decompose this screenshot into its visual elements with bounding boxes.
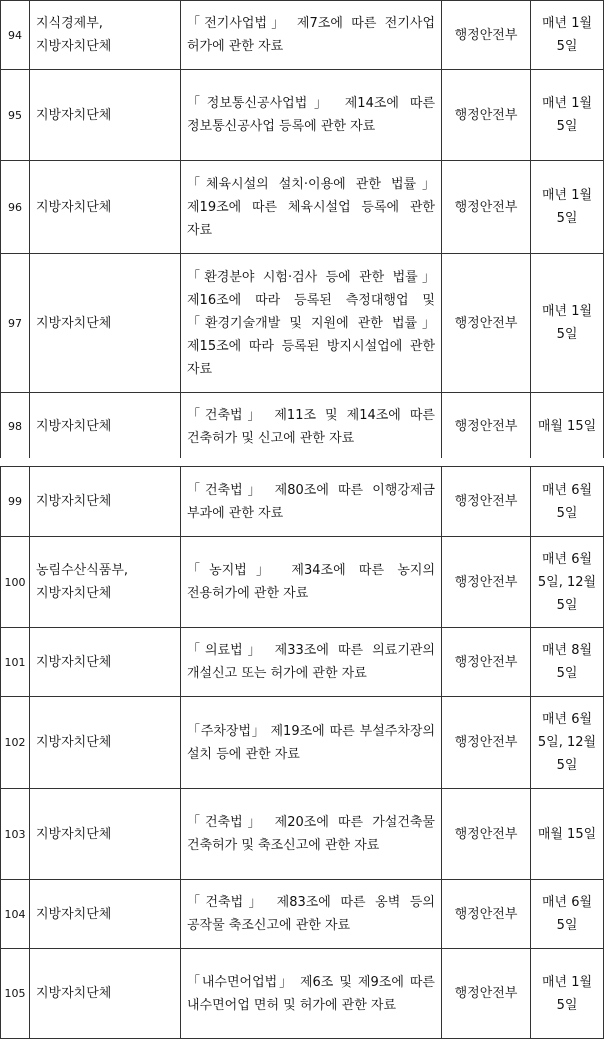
receiving-agency: 행정안전부 — [442, 697, 531, 789]
row-number: 96 — [1, 161, 30, 254]
receiving-agency: 행정안전부 — [442, 393, 531, 461]
table-row — [1, 789, 604, 880]
row-number: 98 — [1, 393, 30, 461]
table-row — [1, 880, 604, 949]
submission-timing: 매년 1월 5일 — [531, 949, 604, 1039]
receiving-agency: 행정안전부 — [442, 70, 531, 161]
submission-timing: 매년 1월 5일 — [531, 161, 604, 254]
legal-basis: 「주차장법」 제19조에 따른 부설주차장의 설치 등에 관한 자료 — [181, 697, 442, 789]
table-row — [1, 628, 604, 697]
legal-basis: 「건축법」 제80조에 따른 이행강제금 부과에 관한 자료 — [181, 467, 442, 537]
submission-timing: 매월 15일 — [531, 393, 604, 461]
receiving-agency: 행정안전부 — [442, 467, 531, 537]
table-row — [1, 393, 604, 461]
legal-basis: 「건축법」 제11조 및 제14조에 따른 건축허가 및 신고에 관한 자료 — [181, 393, 442, 461]
submission-timing: 매년 6월 5일, 12월 5일 — [531, 537, 604, 628]
table-row — [1, 254, 604, 393]
source-org: 지방자치단체 — [30, 161, 181, 254]
table-row — [1, 697, 604, 789]
receiving-agency: 행정안전부 — [442, 628, 531, 697]
source-org: 농림수산식품부, 지방자치단체 — [30, 537, 181, 628]
receiving-agency: 행정안전부 — [442, 161, 531, 254]
submission-timing: 매월 15일 — [531, 789, 604, 880]
submission-timing: 매년 6월 5일, 12월 5일 — [531, 697, 604, 789]
row-number: 100 — [1, 537, 30, 628]
receiving-agency: 행정안전부 — [442, 537, 531, 628]
source-org: 지방자치단체 — [30, 254, 181, 393]
source-org: 지방자치단체 — [30, 789, 181, 880]
submission-timing: 매년 1월 5일 — [531, 70, 604, 161]
data-table-part-2 — [0, 466, 604, 1039]
submission-timing: 매년 1월 5일 — [531, 254, 604, 393]
source-org: 지방자치단체 — [30, 467, 181, 537]
row-number: 105 — [1, 949, 30, 1039]
submission-timing: 매년 6월 5일 — [531, 880, 604, 949]
source-org: 지방자치단체 — [30, 880, 181, 949]
table-row — [1, 537, 604, 628]
submission-timing: 매년 8월 5일 — [531, 628, 604, 697]
row-number: 95 — [1, 70, 30, 161]
receiving-agency: 행정안전부 — [442, 1, 531, 70]
table-row — [1, 1, 604, 70]
submission-timing: 매년 1월 5일 — [531, 1, 604, 70]
table-row — [1, 949, 604, 1039]
row-number: 101 — [1, 628, 30, 697]
source-org: 지방자치단체 — [30, 949, 181, 1039]
source-org: 지방자치단체 — [30, 628, 181, 697]
row-number: 99 — [1, 467, 30, 537]
legal-basis: 「내수면어업법」 제6조 및 제9조에 따른 내수면어업 면허 및 허가에 관한 자료 — [181, 949, 442, 1039]
table-row — [1, 70, 604, 161]
legal-basis: 「농지법」 제34조에 따른 농지의 전용허가에 관한 자료 — [181, 537, 442, 628]
source-org: 지방자치단체 — [30, 697, 181, 789]
legal-basis: 「건축법」 제20조에 따른 가설건축물 건축허가 및 축조신고에 관한 자료 — [181, 789, 442, 880]
table-row — [1, 467, 604, 537]
legal-basis: 「건축법」 제83조에 따른 옹벽 등의 공작물 축조신고에 관한 자료 — [181, 880, 442, 949]
legal-basis: 「환경분야 시험·검사 등에 관한 법률」 제16조에 따라 등록된 측정대행업 및 「환경기술개발 및 지원에 관한 법률」 제15조에 따라 등록된 방지시설업에 관한 자료 — [181, 254, 442, 393]
source-org: 지식경제부, 지방자치단체 — [30, 1, 181, 70]
legal-basis: 「정보통신공사업법」 제14조에 따른 정보통신공사업 등록에 관한 자료 — [181, 70, 442, 161]
receiving-agency: 행정안전부 — [442, 254, 531, 393]
data-table-part-1 — [0, 0, 604, 461]
legal-basis: 「의료법」 제33조에 따른 의료기관의 개설신고 또는 허가에 관한 자료 — [181, 628, 442, 697]
row-number: 103 — [1, 789, 30, 880]
row-number: 97 — [1, 254, 30, 393]
receiving-agency: 행정안전부 — [442, 789, 531, 880]
row-number: 104 — [1, 880, 30, 949]
row-number: 94 — [1, 1, 30, 70]
source-org: 지방자치단체 — [30, 70, 181, 161]
receiving-agency: 행정안전부 — [442, 949, 531, 1039]
submission-timing: 매년 6월 5일 — [531, 467, 604, 537]
page-break-gap — [0, 458, 604, 466]
legal-basis: 「전기사업법」 제7조에 따른 전기사업 허가에 관한 자료 — [181, 1, 442, 70]
legal-basis: 「체육시설의 설치·이용에 관한 법률」 제19조에 따른 체육시설업 등록에 관한 자료 — [181, 161, 442, 254]
row-number: 102 — [1, 697, 30, 789]
table-row — [1, 161, 604, 254]
receiving-agency: 행정안전부 — [442, 880, 531, 949]
source-org: 지방자치단체 — [30, 393, 181, 461]
